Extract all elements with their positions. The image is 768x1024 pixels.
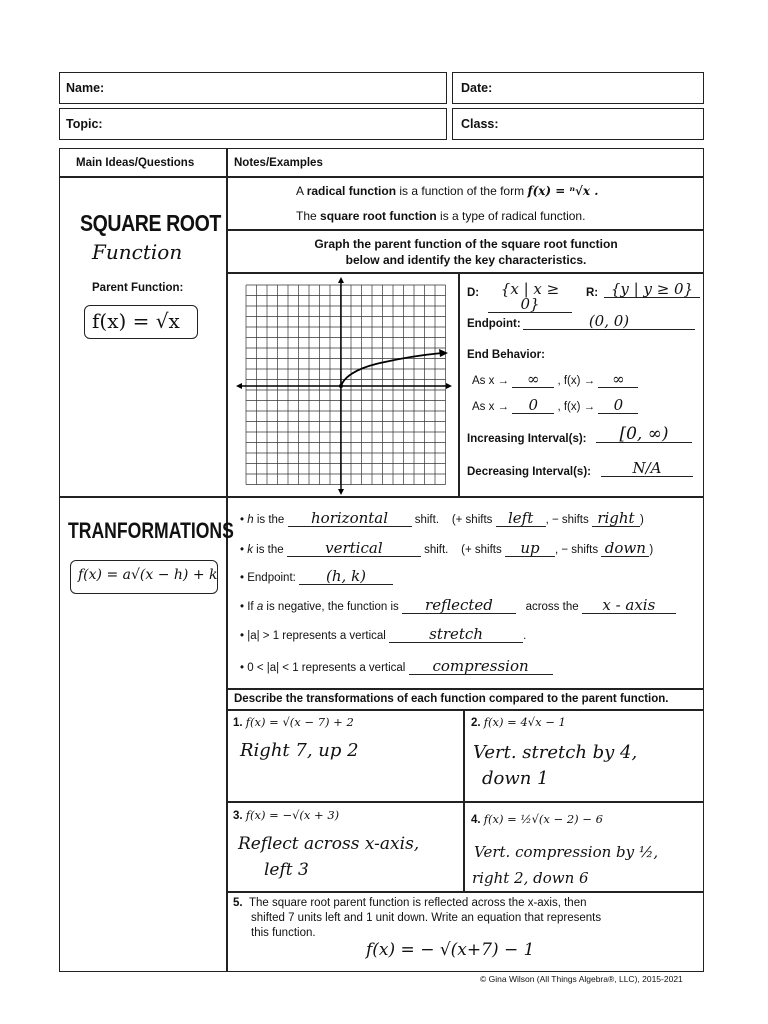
sqrt-curve (341, 353, 442, 386)
example-5-answer: f(x) = − √(x+7) − 1 (366, 940, 535, 960)
ex5-text-1: The square root parent function is reflected across the x-axis, then (248, 897, 587, 909)
example-5-prompt (233, 896, 601, 941)
parent-function-formula: f(x) = √x (92, 309, 180, 333)
ex5-text-2: shifted 7 units left and 1 unit down. Write an equation that represents (251, 912, 602, 924)
example-2-answer-line-1: Vert. stretch by 4, (473, 742, 638, 763)
ex4-formula: f(x) = ½√(x − 2) − 6 (483, 812, 603, 826)
parent-function-label: Parent Function: (92, 282, 184, 294)
def1-bold: radical function (306, 184, 397, 198)
def1-formula: f(x) = ⁿ√x . (527, 184, 599, 198)
b5-pre: |a| > 1 represents a vertical (247, 630, 386, 642)
name-field[interactable] (59, 72, 447, 104)
b1-text: is the (253, 514, 285, 526)
b1-minus: , − shifts (545, 514, 589, 526)
section-subtitle-function: Function (92, 240, 183, 264)
bullet-stretch: • |a| > 1 represents a vertical stretch . (240, 625, 527, 643)
b1-minus-answer: right (592, 511, 640, 527)
b3-answer: (h, k) (299, 569, 393, 585)
b1-plus-answer: left (496, 511, 546, 527)
example-4-answer-line-1: Vert. compression by ½, (474, 843, 659, 861)
b5-answer: stretch (389, 627, 523, 643)
eb2-x-value: 0 (512, 398, 554, 414)
bullet-reflect: • If a is negative, the function is reflected across the x - axis (240, 598, 676, 614)
bullet-compression: • 0 < |a| < 1 represents a vertical compression (240, 659, 553, 675)
instr-divider (226, 272, 704, 274)
examples-middle-line (226, 801, 704, 803)
ex1-formula: f(x) = √(x − 7) + 2 (245, 715, 354, 729)
domain-value: {x | x ≥ 0} (488, 282, 572, 313)
b2-text: is the (252, 544, 284, 556)
domain-label: D: (467, 287, 480, 299)
describe-instruction: Describe the transformations of each function compared to the parent function. (234, 693, 669, 705)
b4-pre: If (247, 601, 257, 613)
describe-top-line (226, 688, 704, 690)
header-row-line (59, 176, 704, 178)
end-behavior-row-2 (472, 398, 638, 414)
example-2-answer-line-2: down 1 (482, 768, 549, 789)
col-notes: Notes/Examples (234, 157, 323, 169)
ex3-formula: f(x) = −√(x + 3) (245, 808, 340, 822)
eb2-fx: , f(x) → (557, 401, 596, 413)
b2-shift: shift. (424, 544, 449, 556)
def2-pre: The (296, 209, 321, 223)
ex5-num: 5. (233, 897, 243, 909)
b2-answer: vertical (287, 541, 421, 557)
range-value: {y | y ≥ 0} (604, 282, 700, 298)
topic-label: Topic: (66, 117, 103, 131)
range-label: R: (586, 287, 599, 299)
b2-minus-answer: down (601, 541, 649, 557)
example-3-answer-line-1: Reflect across x-axis, (238, 834, 420, 854)
square-root-definition (296, 209, 585, 223)
radical-function-definition (296, 184, 598, 198)
b2-plus: (+ shifts (461, 544, 502, 556)
examples-bottom-line (226, 891, 704, 893)
def1-post: is a function of the form (396, 184, 528, 198)
end-behavior-row-1 (472, 372, 638, 388)
example-3-prompt (233, 808, 339, 822)
b4-mid: is negative, the function is (263, 601, 399, 613)
section-title-transformations: TRANFORMATIONS (68, 518, 234, 543)
ex1-num: 1. (233, 717, 243, 729)
eb2-f-value: 0 (598, 398, 638, 414)
b2-minus: , − shifts (554, 544, 599, 556)
bullet-h: • h is the horizontal shift. (+ shifts left , − shifts right ) (240, 509, 644, 527)
col-main-ideas: Main Ideas/Questions (76, 157, 195, 169)
def1-pre: A (296, 184, 307, 198)
copyright-footer: © Gina Wilson (All Things Algebra®, LLC), 2015-2021 (480, 974, 683, 984)
ex2-formula: f(x) = 4√x − 1 (483, 715, 566, 729)
ex5-line-1 (233, 896, 601, 911)
example-3-answer-line-2: left 3 (264, 860, 309, 880)
topic-field[interactable] (59, 108, 447, 140)
describe-bottom-line (226, 709, 704, 711)
example-1-answer: Right 7, up 2 (240, 740, 359, 761)
endpoint-value: (0, 0) (523, 314, 695, 330)
bullet-k: • k is the vertical shift. (+ shifts up , − shifts down ) (240, 539, 654, 557)
b4-var: a (256, 601, 264, 613)
transformation-formula: f(x) = a√(x − h) + k (78, 567, 218, 583)
b1-close: ) (639, 514, 644, 526)
endpoint-label: Endpoint: (467, 318, 521, 330)
b2-close: ) (649, 544, 654, 556)
decreasing-value: N/A (601, 461, 693, 477)
date-field[interactable] (452, 72, 704, 104)
ex4-num: 4. (471, 814, 481, 826)
increasing-value: [0, ∞) (596, 427, 692, 443)
b1-plus: (+ shifts (451, 514, 493, 526)
def2-bold: square root function (320, 209, 437, 223)
eb1-as-x: As x → (472, 375, 510, 387)
example-4-answer-line-2: right 2, down 6 (472, 869, 589, 887)
graph-instruction-2: below and identify the key characteristics. (345, 253, 587, 267)
b5-post: . (523, 630, 527, 642)
eb1-f-value: ∞ (598, 372, 638, 388)
coordinate-grid-graph (236, 277, 452, 495)
ex2-num: 2. (471, 717, 481, 729)
example-4-prompt (471, 812, 603, 826)
increasing-label: Increasing Interval(s): (467, 433, 587, 445)
section-title-square-root: SQUARE ROOT (80, 210, 221, 236)
b1-var: h (247, 514, 254, 526)
b4-post: across the (525, 601, 579, 613)
b2-plus-answer: up (505, 541, 555, 557)
class-label: Class: (461, 117, 499, 131)
b1-answer: horizontal (288, 511, 412, 527)
def2-post: is a type of radical function. (436, 209, 586, 223)
eb1-x-value: ∞ (512, 372, 554, 388)
class-field[interactable] (452, 108, 704, 140)
graph-vertical-divider (458, 272, 460, 496)
eb1-fx: , f(x) → (557, 375, 596, 387)
eb2-as-x: As x → (472, 401, 510, 413)
date-label: Date: (461, 81, 493, 95)
ex5-text-3: this function. (251, 927, 316, 939)
example-2-prompt (471, 715, 566, 729)
b3-text: Endpoint: (247, 572, 296, 584)
end-behavior-label: End Behavior: (467, 349, 545, 361)
b1-shift: shift. (414, 514, 440, 526)
bullet-endpoint: • Endpoint: (h, k) (240, 569, 393, 585)
b6-answer: compression (409, 659, 553, 675)
section-divider (59, 496, 704, 498)
ex3-num: 3. (233, 810, 243, 822)
b4-answer: reflected (402, 598, 516, 614)
b4-axis: x - axis (582, 598, 676, 614)
graph-instruction-1: Graph the parent function of the square root function (314, 237, 618, 251)
example-1-prompt (233, 715, 354, 729)
b6-pre: 0 < |a| < 1 represents a vertical (247, 662, 406, 674)
b2-var: k (247, 544, 253, 556)
def-divider (226, 229, 704, 231)
name-label: Name: (66, 81, 105, 95)
decreasing-label: Decreasing Interval(s): (467, 466, 591, 478)
